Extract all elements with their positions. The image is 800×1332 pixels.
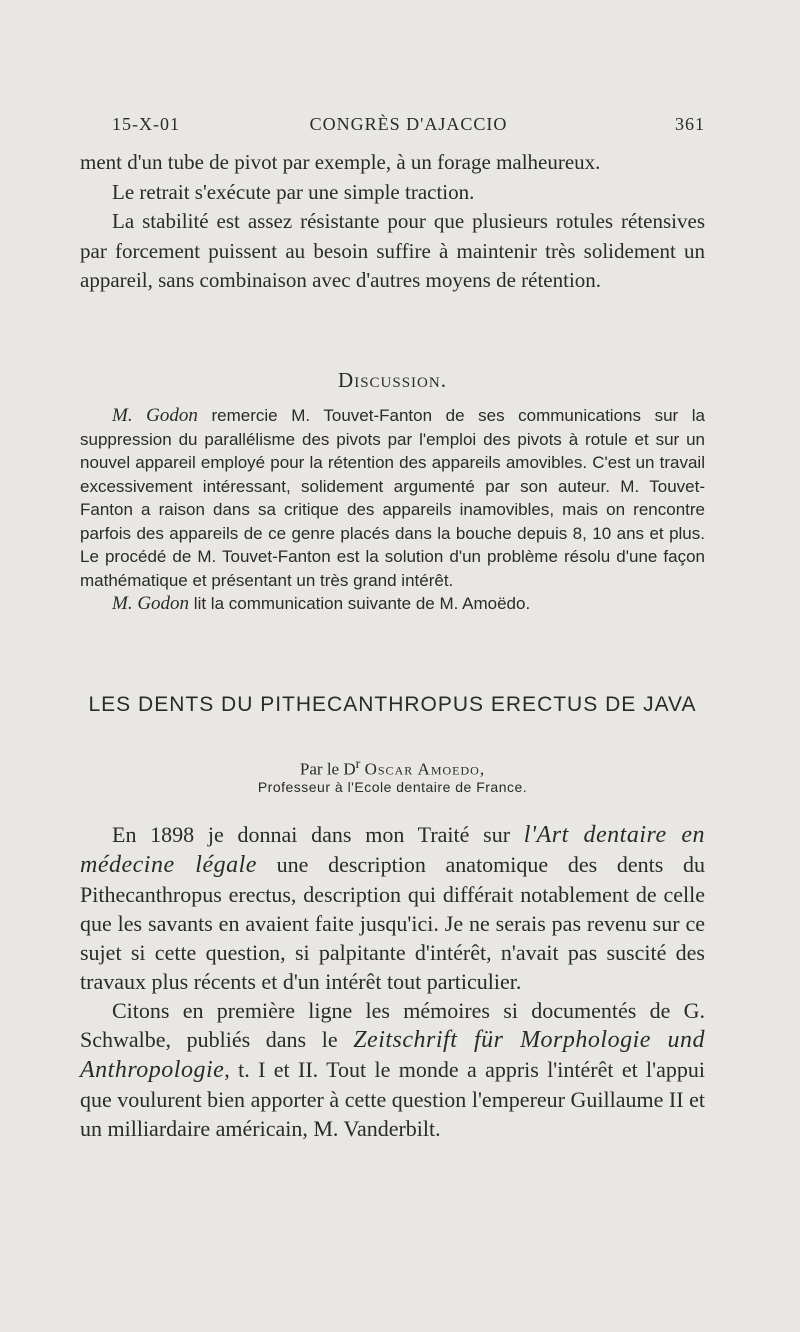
speaker-name: M. Godon <box>112 405 198 426</box>
page-number: 361 <box>675 114 705 134</box>
paragraph <box>80 592 705 616</box>
paragraph-text: lit la communication suivante de M. Amoëdo. <box>189 594 531 613</box>
paragraph: La stabilité est assez résistante pour que plusieurs rotules rétensives par forcement puissent au besoin suffire à maintenir très solidement un appareil, sans combinaison avec d'autres moyens de rétention. <box>80 209 705 292</box>
header-date: 15-X-01 <box>112 114 180 134</box>
author-byline <box>80 756 705 780</box>
author-name: Oscar Amoedo, <box>364 759 486 779</box>
journal-title: Zeitschrift für Morphologie und Anthropologie <box>80 1027 705 1083</box>
section-heading: Discussion. <box>338 368 447 392</box>
discussion-text <box>80 404 705 616</box>
paragraph-text: En 1898 je donnai dans mon Traité sur <box>112 822 524 847</box>
author-affiliation: Professeur à l'Ecole dentaire de France. <box>257 779 528 795</box>
paragraph: ment d'un tube de pivot par exemple, à un forage malheureux. <box>80 150 601 174</box>
header-title: CONGRÈS D'AJACCIO <box>309 114 508 134</box>
paragraph <box>80 820 705 996</box>
paragraph-text: , t. I et II. Tout le monde a appris l'intérêt et l'appui que voulurent bien apporter à cette question l'empereur Guillaume II et un milliardaire américain, M. Vanderbilt. <box>80 1057 705 1141</box>
body-text <box>80 820 705 1143</box>
paragraph-text: une description anatomique des dents du Pithecanthropus erectus, description qui différait notablement de celle que les savants en avaient faite jusqu'ici. Je ne serais pas revenu sur ce sujet si cette question, si palpitante d'intérêt, n'avait pas suscité des travaux plus récents et d'un intérêt tout particulier. <box>80 852 706 994</box>
byline-prefix: Par le D <box>299 759 356 779</box>
paragraph-text: Citons en première ligne les mémoires si documentés de G. Schwalbe, publiés dans le <box>80 998 705 1052</box>
byline-sup: r <box>355 756 361 772</box>
speaker-name: M. Godon <box>112 593 190 614</box>
book-title: l'Art dentaire en médecine légale <box>80 822 705 878</box>
paragraph: Le retrait s'exécute par une simple traction. <box>112 179 475 204</box>
paragraph <box>80 404 705 592</box>
article-title: LES DENTS DU PITHECANTHROPUS ERECTUS DE JAVA <box>88 693 697 716</box>
paragraph <box>80 996 705 1143</box>
intro-text <box>80 148 705 296</box>
paragraph-text: remercie M. Touvet-Fanton de ses communications sur la suppression du parallélisme des pivots par l'emploi des pivots à rotule et sur un nouvel appareil employé pour la rétention des appareils amovibles. C'est un travail excessivement intéressant, solidement argumenté par son auteur. M. Touvet-Fanton a raison dans sa critique des appareils inamovibles, mais on rencontre parfois des appareils de ce genre placés dans la bouche depuis 8, 10 ans et plus. Le procédé de M. Touvet-Fanton est la solution d'un problème résolu d'une façon mathématique et présentant un très grand intérêt. <box>80 406 705 590</box>
